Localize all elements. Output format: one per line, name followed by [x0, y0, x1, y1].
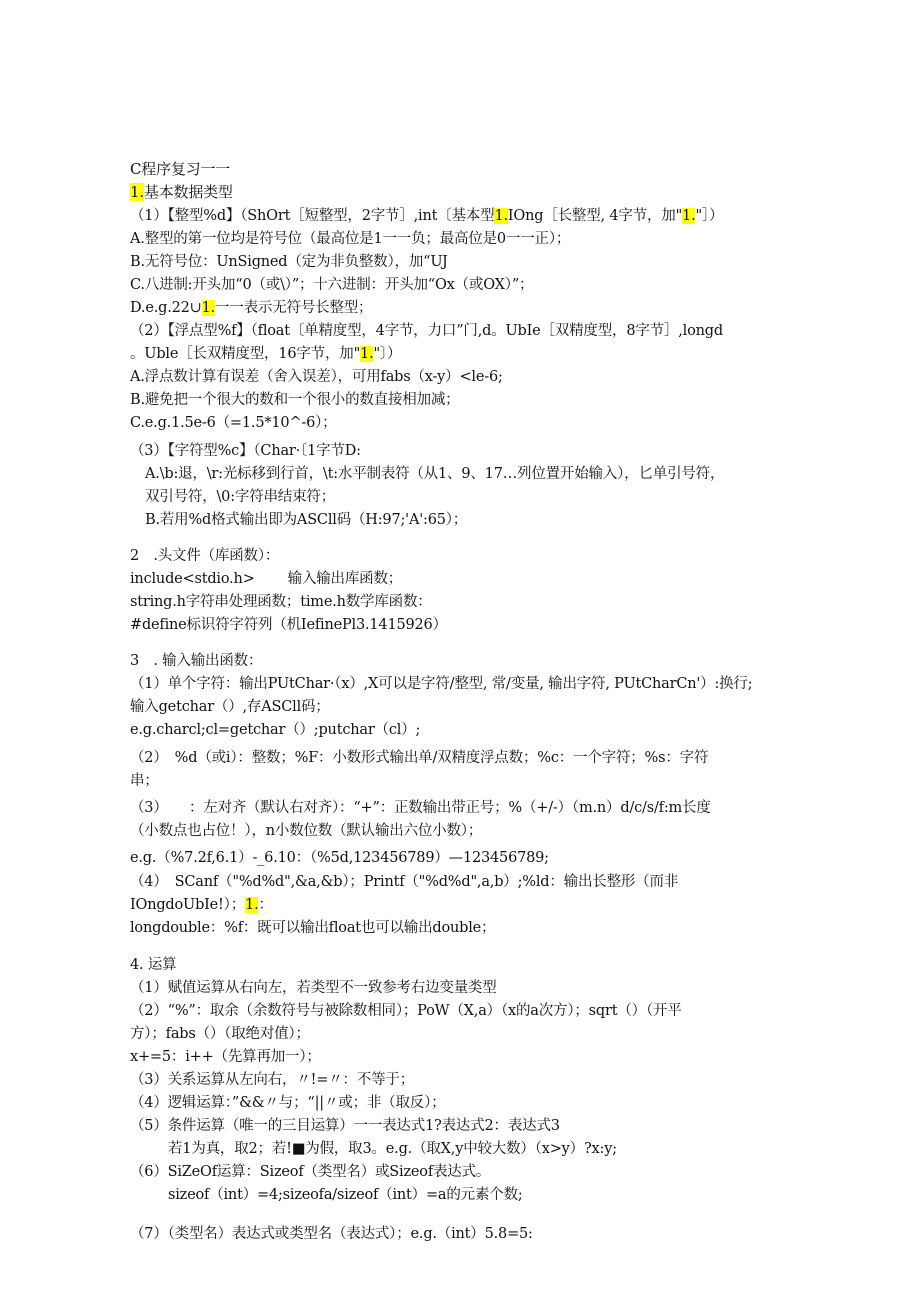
text-line: B.无符号位：UnSigned（定为非负整数），加“UJ	[130, 254, 448, 270]
text-line	[130, 206, 723, 226]
text-run: IOngdoUbIe!）；	[130, 897, 246, 913]
text-run: "〕）	[373, 346, 402, 362]
document-title: C程序复习一一	[130, 160, 231, 178]
text-line: （3） ：左对齐（默认右对齐）：“+”：正数输出带正号；%（+/-）（m.n）d/c/s/f:m长度	[130, 800, 711, 816]
text-line	[130, 344, 401, 364]
text-line: 串；	[130, 773, 159, 789]
text-line: 若1为真，取2；若!■为假，取3。e.g.（取X,y中较大数）（x>y）?x:y;	[168, 1141, 617, 1157]
section-4-heading: 4. 运算	[130, 957, 177, 973]
text-line: 双引号符，\0:字符串结束符；	[145, 489, 335, 505]
text-run: "］）	[695, 208, 724, 224]
text-line: B.避免把一个很大的数和一个很小的数直接相加减；	[130, 392, 460, 408]
text-line: A.整型的第一位均是符号位（最高位是1一一负；最高位是0一一正）；	[130, 231, 571, 247]
text-run: （1）【整型%d】（ShOrt［短整型，2字节］,int〔基本型	[130, 208, 495, 224]
text-line: （2） %d（或i）：整数；%F：小数形式输出单/双精度浮点数；%c：一个字符；%s：字符	[130, 750, 709, 766]
section-2-heading: 2 .头文件（库函数）：	[130, 548, 280, 564]
text-line: 输入getchar（）,存ASCll码；	[130, 699, 330, 715]
text-line: （3）【字符型%c】（Char·〔1字节D:	[130, 443, 361, 459]
text-line: e.g.charcl;cl=getchar（）;putchar（cl）;	[130, 722, 421, 738]
text-line: （4）逻辑运算：”&&〃与；“||〃或；非（取反）；	[130, 1095, 446, 1111]
text-line: （3）关系运算从左向右，〃!=〃：不等于；	[130, 1072, 415, 1088]
text-line: （5）条件运算（唯一的三目运算）一一表达式1?表达式2：表达式3	[130, 1118, 560, 1134]
text-line: （1）赋值运算从右向左，若类型不一致参考右边变量类型	[130, 980, 497, 996]
text-line: （6）SiZeOf运算：Sizeof（类型名）或Sizeof表达式。	[130, 1164, 491, 1180]
section-1-heading	[130, 182, 233, 202]
text-line	[130, 895, 273, 915]
text-line	[130, 298, 372, 318]
text-line: A.浮点数计算有误差（舍入误差），可用fabs（x-y）<le-6;	[130, 369, 503, 385]
text-line: （4） SCanf（"%d%d",&a,&b）；Printf（"%d%d",a,b）;%ld：输出长整形（而非	[130, 874, 679, 890]
text-line: A.\b:退，\r:光标移到行首，\t:水平制表符（从1、9、17…列位置开始输入），匕单引号符，	[145, 466, 725, 482]
text-line: C.八进制:开头加“0（或\）”；十六进制：开头加“Ox（或OX）”；	[130, 277, 534, 293]
text-line: （2）“%”：取余（余数符号与被除数相同）；PoW（X,a）（x的a次方）；sqrt（）（开平	[130, 1003, 682, 1019]
text-line: string.h字符串处理函数；time.h数学库函数：	[130, 594, 432, 610]
highlight-mark: 1.	[360, 346, 374, 362]
text-line: longdouble：%f：既可以输出float也可以输出double；	[130, 920, 496, 936]
text-line: （2）【浮点型%f】（float〔单精度型，4字节，力口”门,d。UbIe［双精度型，8字节］,longd	[130, 323, 723, 339]
highlight-mark: 1.	[682, 208, 696, 224]
text-run: D.e.g.22∪	[130, 300, 202, 316]
text-run: IOng［长整型, 4字节，加"	[507, 208, 683, 224]
highlight-mark: 1.	[130, 183, 144, 201]
highlight-mark: 1.	[494, 208, 508, 224]
highlight-mark: 1.	[201, 300, 216, 316]
text-line: B.若用%d格式输出即为ASCll码（H:97;'A':65）；	[145, 512, 468, 528]
text-line: C.e.g.1.5e-6（=1.5*10^-6）；	[130, 415, 337, 431]
highlight-mark: 1.	[245, 897, 259, 913]
text-line: e.g.（%7.2f,6.1）-_6.10：（%5d,123456789）—123456789;	[130, 850, 549, 866]
text-run: 一一表示无符号长整型；	[215, 300, 373, 316]
section-3-heading: 3 . 输入输出函数：	[130, 653, 263, 669]
text-run: 。Uble［长双精度型，16字节，加"	[130, 346, 361, 362]
section-1-heading-text: 基本数据类型	[143, 183, 233, 201]
text-line: include<stdio.h> 输入输出库函数；	[130, 571, 403, 587]
text-line: x+=5：i++（先算再加一）；	[130, 1049, 321, 1065]
text-run: ：	[258, 897, 273, 913]
text-line: （7）（类型名）表达式或类型名（表达式）；e.g.（int）5.8=5:	[130, 1226, 533, 1242]
text-line: 方）；fabs（）（取绝对值）；	[130, 1026, 310, 1042]
text-line: #define标识符字符列（机IefinePl3.1415926）	[130, 617, 447, 633]
text-line: （小数点也占位！），n小数位数（默认输出六位小数）；	[130, 823, 483, 839]
text-line: sizeof（int）=4;sizeofa/sizeof（int）=a的元素个数;	[168, 1187, 523, 1203]
text-line: （1）单个字符：输出PUtChar·（x）,X可以是字符/整型, 常/变量, 输出字符, PUtCharCn'）:换行;	[130, 676, 753, 692]
